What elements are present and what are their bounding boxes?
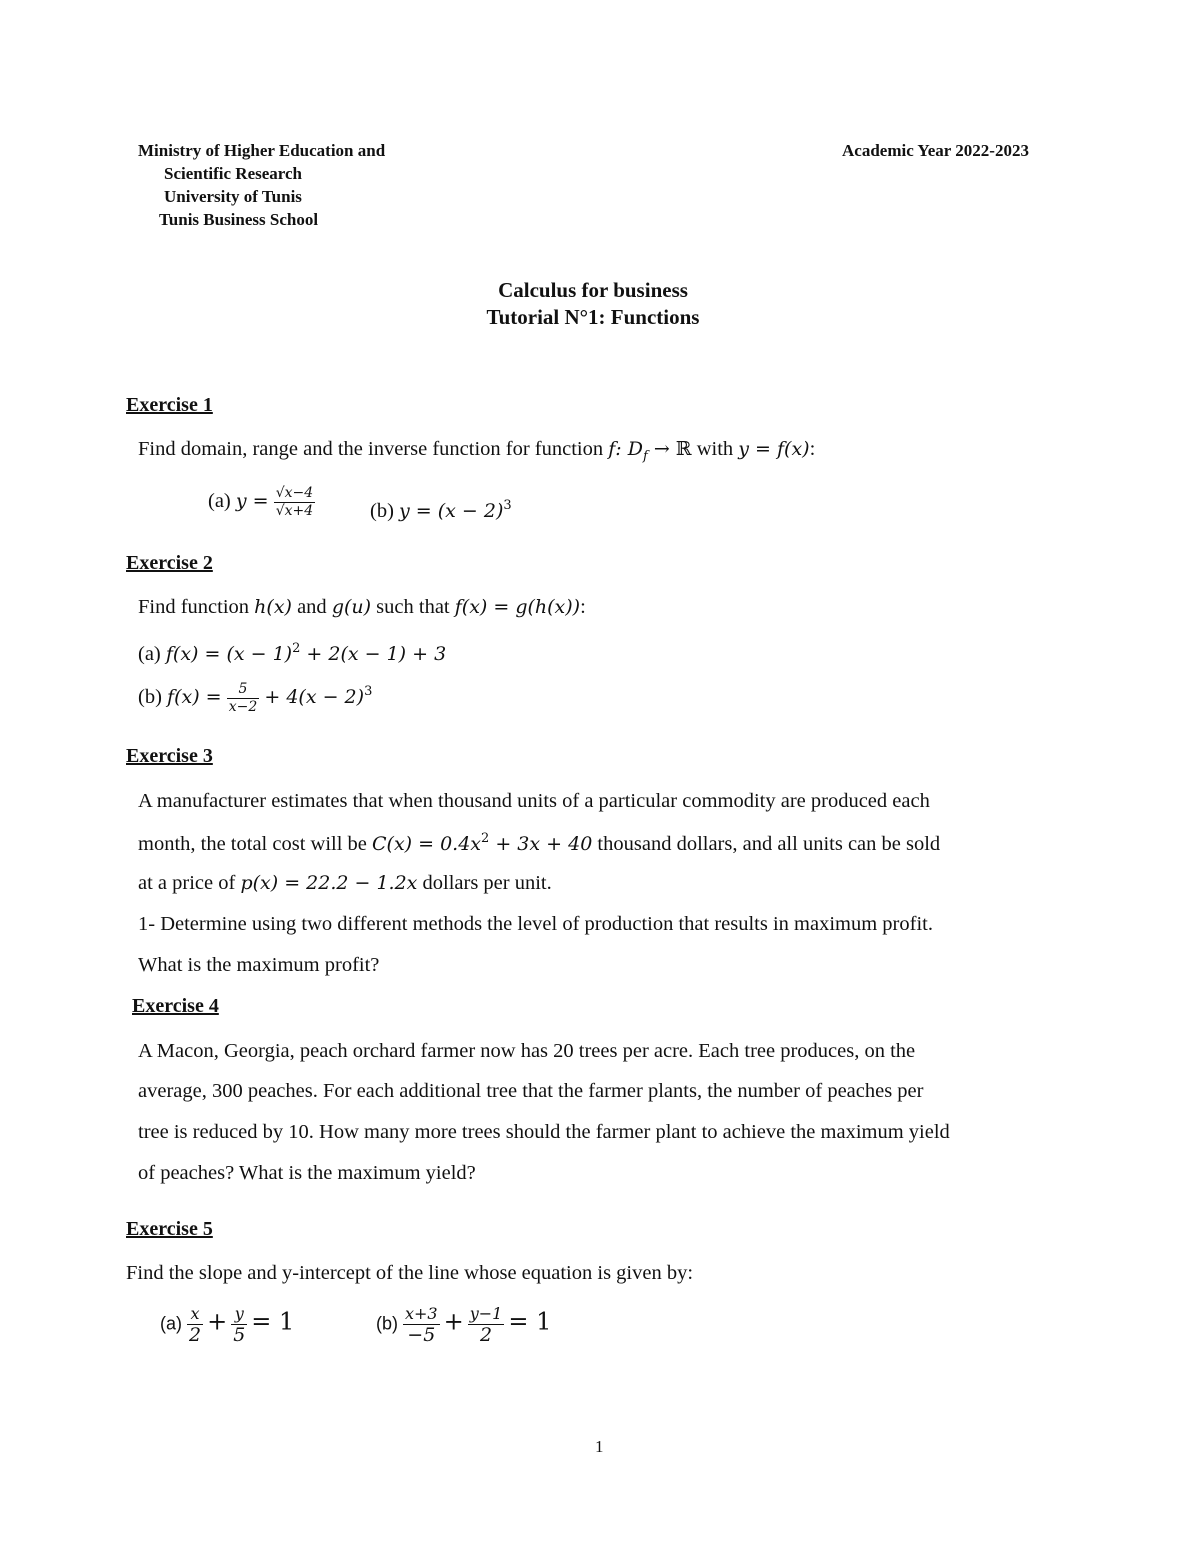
course-title: Calculus for business bbox=[498, 278, 688, 302]
exercise-4-line-4: of peaches? What is the maximum yield? bbox=[138, 1162, 476, 1184]
school-line: Tunis Business School bbox=[159, 210, 319, 229]
exercise-1-part-a: (a) y = $\frac{√x-4}{√x+4}$ bbox=[208, 485, 314, 519]
exercise-3-line-1: A manufacturer estimates that when thousand units of a particular commodity are produced each bbox=[138, 790, 930, 812]
exercise-5-heading: Exercise 5 bbox=[126, 1218, 213, 1240]
exercise-5-part-b: (b) $\frac{x+3}{-5}$ + $\frac{y-1}{2}$ = 1 bbox=[376, 1304, 552, 1346]
university-line: University of Tunis bbox=[164, 187, 302, 206]
exercise-3-line-5: What is the maximum profit? bbox=[138, 954, 380, 976]
fraction: $\frac{x}{2}$ bbox=[189, 1304, 202, 1346]
fraction: $\frac{√x-4}{√x+4}$ bbox=[275, 485, 314, 519]
exercise-2-heading: Exercise 2 bbox=[126, 552, 213, 574]
fraction: $\frac{y-1}{2}$ bbox=[469, 1304, 503, 1346]
tutorial-title: Tutorial N°1: Functions bbox=[486, 305, 700, 329]
exercise-2-part-a: (a) $f(x) = (x - 1)^2 + 2(x - 1) + 3$ bbox=[138, 641, 447, 665]
fraction: $\frac{5}{x-2}$ bbox=[228, 681, 258, 715]
fraction: $\frac{x+3}{-5}$ bbox=[405, 1304, 438, 1346]
page-number: 1 bbox=[595, 1437, 604, 1456]
research-line: Scientific Research bbox=[164, 164, 303, 183]
exercise-1-part-b: (b) $y = (x - 2)^3$ bbox=[370, 498, 512, 522]
exercise-1-heading: Exercise 1 bbox=[126, 394, 213, 416]
exercise-4-line-2: average, 300 peaches. For each additional tree that the farmer plants, the number of peaches per bbox=[138, 1080, 924, 1102]
exercise-4-line-3: tree is reduced by 10. How many more trees should the farmer plant to achieve the maximum yield bbox=[138, 1121, 950, 1143]
ministry-line: Ministry of Higher Education and bbox=[138, 141, 386, 160]
exercise-3-line-3: at a price of p(x) = 22.2 − 1.2x dollars per unit. bbox=[138, 872, 552, 894]
exercise-5-intro: Find the slope and y-intercept of the line whose equation is given by: bbox=[126, 1262, 694, 1284]
exercise-5-part-a: (a) $\frac{x}{2}$ + $\frac{y}{5}$ = 1 bbox=[160, 1304, 295, 1346]
exercise-4-heading: Exercise 4 bbox=[132, 995, 219, 1017]
exercise-3-line-4: 1- Determine using two different methods the level of production that results in maximum profit. bbox=[138, 913, 933, 935]
exercise-2-part-b: (b) f(x) = $\frac{5}{x-2}$ + $4(x - 2)^3$ bbox=[138, 681, 373, 715]
exercise-4-line-1: A Macon, Georgia, peach orchard farmer now has 20 trees per acre. Each tree produces, on the bbox=[138, 1040, 916, 1062]
exercise-3-heading: Exercise 3 bbox=[126, 745, 213, 767]
exercise-1-intro: Find domain, range and the inverse function for function f: $D_f$ → ℝ with y = f(x): bbox=[138, 438, 816, 464]
academic-year: Academic Year 2022-2023 bbox=[842, 141, 1029, 160]
exercise-3-line-2: month, the total cost will be $C(x) = 0.4x^2 + 3x + 40$ thousand dollars, and all units can be sold bbox=[138, 831, 941, 855]
exercise-2-intro: Find function h(x) and g(u) such that f(x) = g(h(x)): bbox=[138, 596, 586, 618]
fraction: $\frac{y}{5}$ bbox=[233, 1304, 246, 1346]
